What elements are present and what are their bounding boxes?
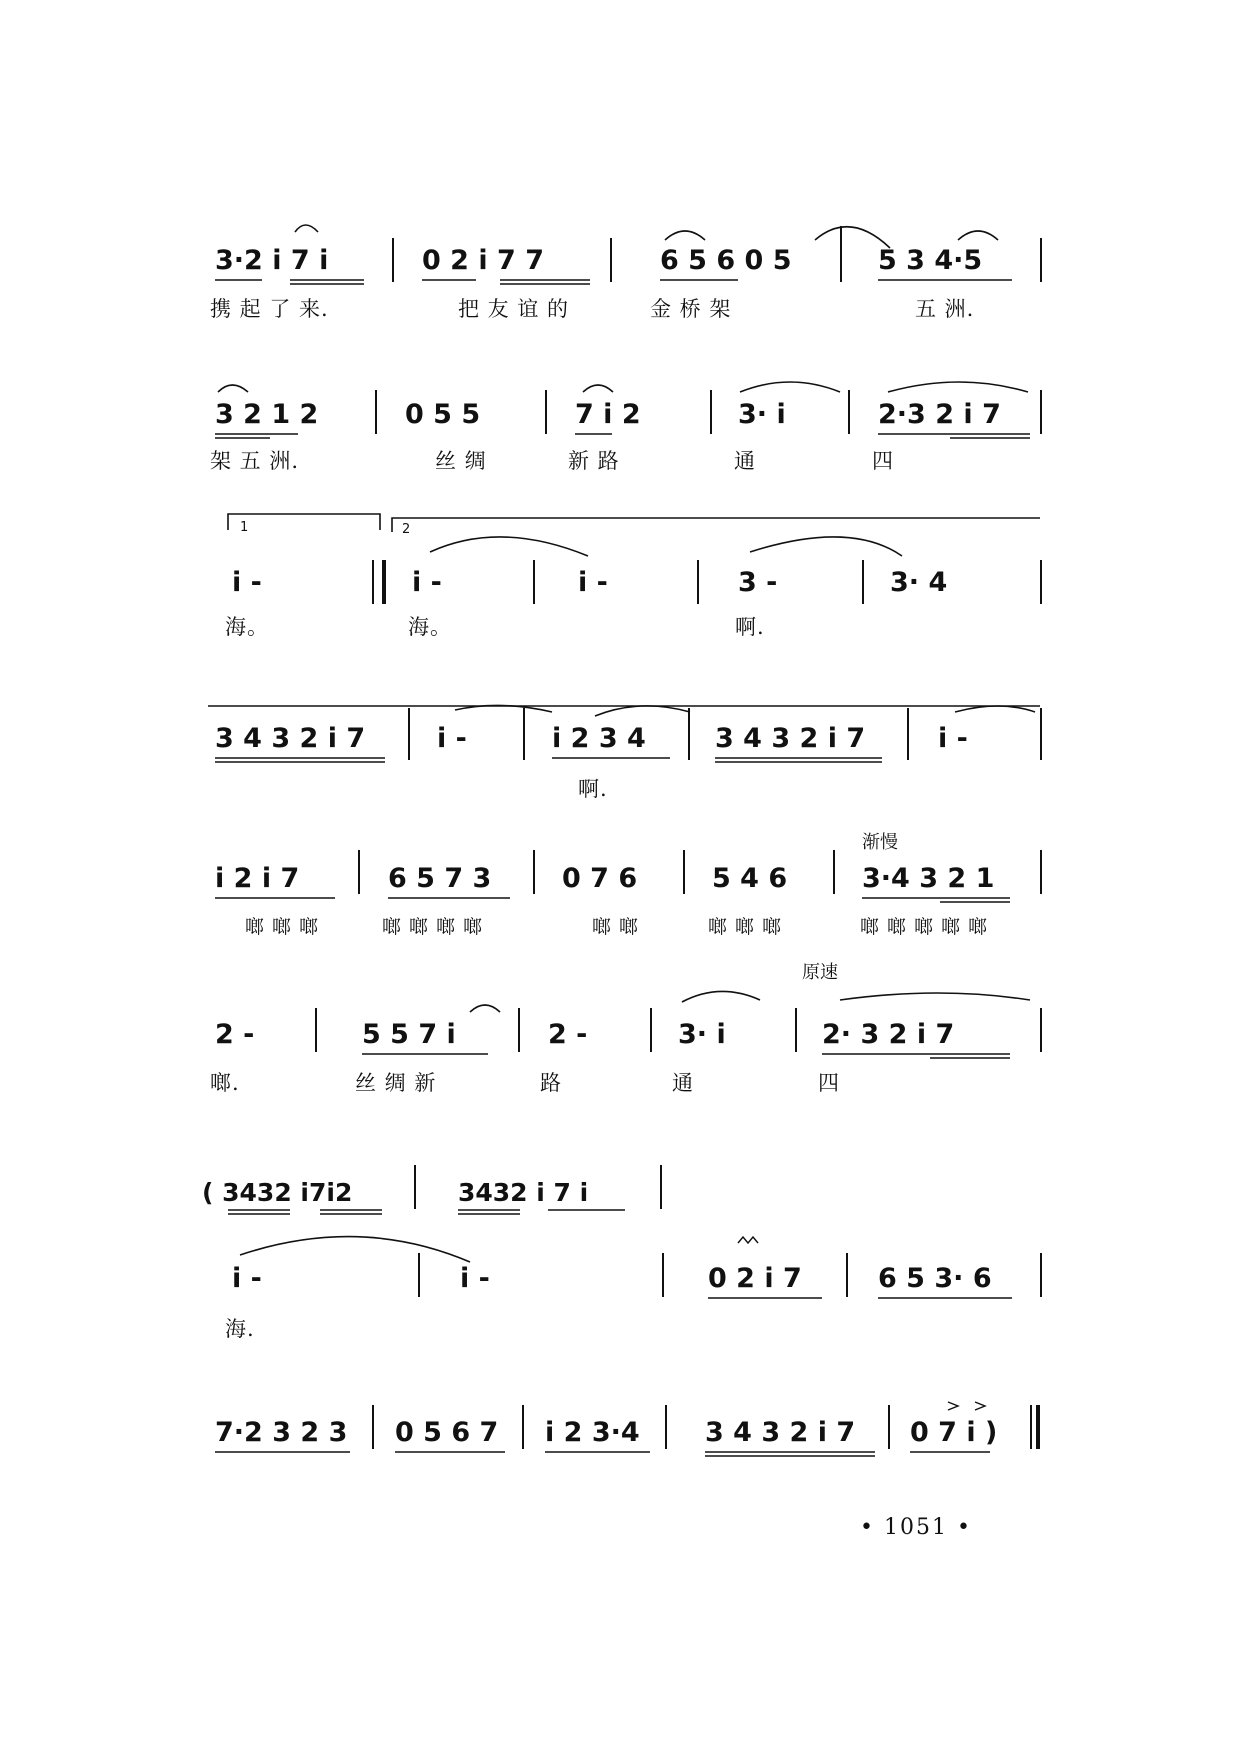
measure-1: 2 - (215, 1019, 255, 1050)
barline (1040, 850, 1042, 894)
barline (1040, 1253, 1042, 1297)
barline (523, 708, 525, 760)
measure-4: 6 5 3· 6 (878, 1263, 992, 1294)
repeat-barline (382, 560, 386, 604)
barline (665, 1405, 667, 1449)
barline (862, 560, 864, 604)
measure-5: 3· 4 (890, 567, 948, 598)
lyric-2: 啷 啷 啷 啷 (382, 916, 484, 938)
lyric-4: 五 洲. (915, 297, 975, 321)
barline (533, 560, 535, 604)
lyric-2: 丝 绸 新 (355, 1071, 437, 1095)
barline (650, 1008, 652, 1052)
barline (888, 1405, 890, 1449)
barline (846, 1253, 848, 1297)
measure-3: 0 2 i 7 (708, 1263, 802, 1294)
measure-2: 0 5 5 (405, 399, 481, 430)
barline (697, 560, 699, 604)
lyric-1: 啊. (578, 777, 608, 801)
measure-5: i - (938, 723, 968, 754)
volta-2-label: 2 (402, 522, 411, 537)
measure-3: i 2 3 4 (552, 723, 646, 754)
barline (522, 1405, 524, 1449)
upper-measure-2: 3432 i 7 i (458, 1178, 589, 1207)
measure-2: i - (460, 1263, 490, 1294)
measure-3: 6 5 6 0 5 (660, 245, 792, 276)
lyric-2: 海。 (408, 615, 452, 639)
lyric-4: 通 (672, 1071, 694, 1095)
barline (533, 850, 535, 894)
tempo-marking: 原速 (802, 962, 838, 983)
measure-4: 3 4 3 2 i 7 (715, 723, 866, 754)
measure-1: i 2 i 7 (215, 863, 300, 894)
barline (1040, 708, 1042, 760)
barline (610, 238, 612, 282)
barline (795, 1008, 797, 1052)
final-barline (1036, 1405, 1040, 1449)
barline (1040, 1008, 1042, 1052)
page-number: • 1051 • (860, 1515, 972, 1540)
barline (1040, 390, 1042, 434)
barline (907, 708, 909, 760)
barline (660, 1165, 662, 1209)
measure-5: 2· 3 2 i 7 (822, 1019, 955, 1050)
barline (683, 850, 685, 894)
lyric-1: 啷 啷 啷 (245, 916, 320, 938)
barline (1040, 560, 1042, 604)
lyric-3: 啊. (735, 615, 765, 639)
final-barline (1030, 1405, 1032, 1449)
measure-3: 0 7 6 (562, 863, 638, 894)
measure-2: i - (412, 567, 442, 598)
lyric-4: 啷 啷 啷 (708, 916, 783, 938)
lyric-5: 啷 啷 啷 啷 啷 (860, 916, 989, 938)
barline (833, 850, 835, 894)
barline (414, 1165, 416, 1209)
barline (518, 1008, 520, 1052)
barline (545, 390, 547, 434)
lyric-3: 新 路 (568, 449, 620, 473)
measure-4: 3 4 3 2 i 7 (705, 1417, 856, 1448)
measure-2: 5 5 7 i (362, 1019, 456, 1050)
lyric-5: 四 (872, 449, 894, 473)
measure-4: 3 - (738, 567, 778, 598)
measure-3: 7 i 2 (575, 399, 641, 430)
measure-4: 5 4 6 (712, 863, 788, 894)
barline (1040, 238, 1042, 282)
measure-4: 3· i (678, 1019, 726, 1050)
measure-1: 3 2 1 2 (215, 399, 319, 430)
measure-4: 5 3 4·5 (878, 245, 983, 276)
measure-2: 6 5 7 3 (388, 863, 492, 894)
barline (848, 390, 850, 434)
barline (710, 390, 712, 434)
barline (408, 708, 410, 760)
measure-1: 3 4 3 2 i 7 (215, 723, 366, 754)
lyric-2: 把 友 谊 的 (458, 297, 570, 321)
measure-3: 2 - (548, 1019, 588, 1050)
barline (418, 1253, 420, 1297)
measure-1: i - (232, 567, 262, 598)
volta-1-label: 1 (240, 520, 249, 535)
lyric-5: 四 (818, 1071, 840, 1095)
barline (372, 1405, 374, 1449)
lyric-1: 携 起 了 来. (210, 297, 329, 321)
measure-5: 0 7 i ) (910, 1417, 998, 1448)
measure-4: 3· i (738, 399, 786, 430)
measure-2: 0 5 6 7 (395, 1417, 499, 1448)
barline (315, 1008, 317, 1052)
lyric-1: 海. (225, 1317, 255, 1341)
measure-1: i - (232, 1263, 262, 1294)
repeat-barline (372, 560, 374, 604)
barline (392, 238, 394, 282)
lyric-3: 啷 啷 (592, 916, 640, 938)
barline (688, 708, 690, 760)
measure-2: i - (437, 723, 467, 754)
lyric-1: 海。 (225, 615, 269, 639)
tempo-marking: 渐慢 (862, 832, 898, 853)
barline (662, 1253, 664, 1297)
barline (840, 226, 842, 282)
measure-5: 3·4 3 2 1 (862, 863, 995, 894)
barline (375, 390, 377, 434)
lyric-1: 啷. (210, 1071, 240, 1095)
measure-1: 3·2 i 7 i (215, 245, 329, 276)
barline (358, 850, 360, 894)
lyric-3: 金 桥 架 (650, 297, 732, 321)
upper-measure-1: ( 3432 i7i2 (202, 1178, 353, 1207)
lyric-4: 通 (734, 449, 756, 473)
measure-3: i - (578, 567, 608, 598)
measure-2: 0 2 i 7 7 (422, 245, 545, 276)
measure-3: i 2 3·4 (545, 1417, 640, 1448)
measure-5: 2·3 2 i 7 (878, 399, 1001, 430)
lyric-1: 架 五 洲. (210, 449, 300, 473)
lyric-2: 丝 绸 (435, 449, 487, 473)
measure-1: 7·2 3 2 3 (215, 1417, 348, 1448)
lyric-3: 路 (540, 1071, 562, 1095)
